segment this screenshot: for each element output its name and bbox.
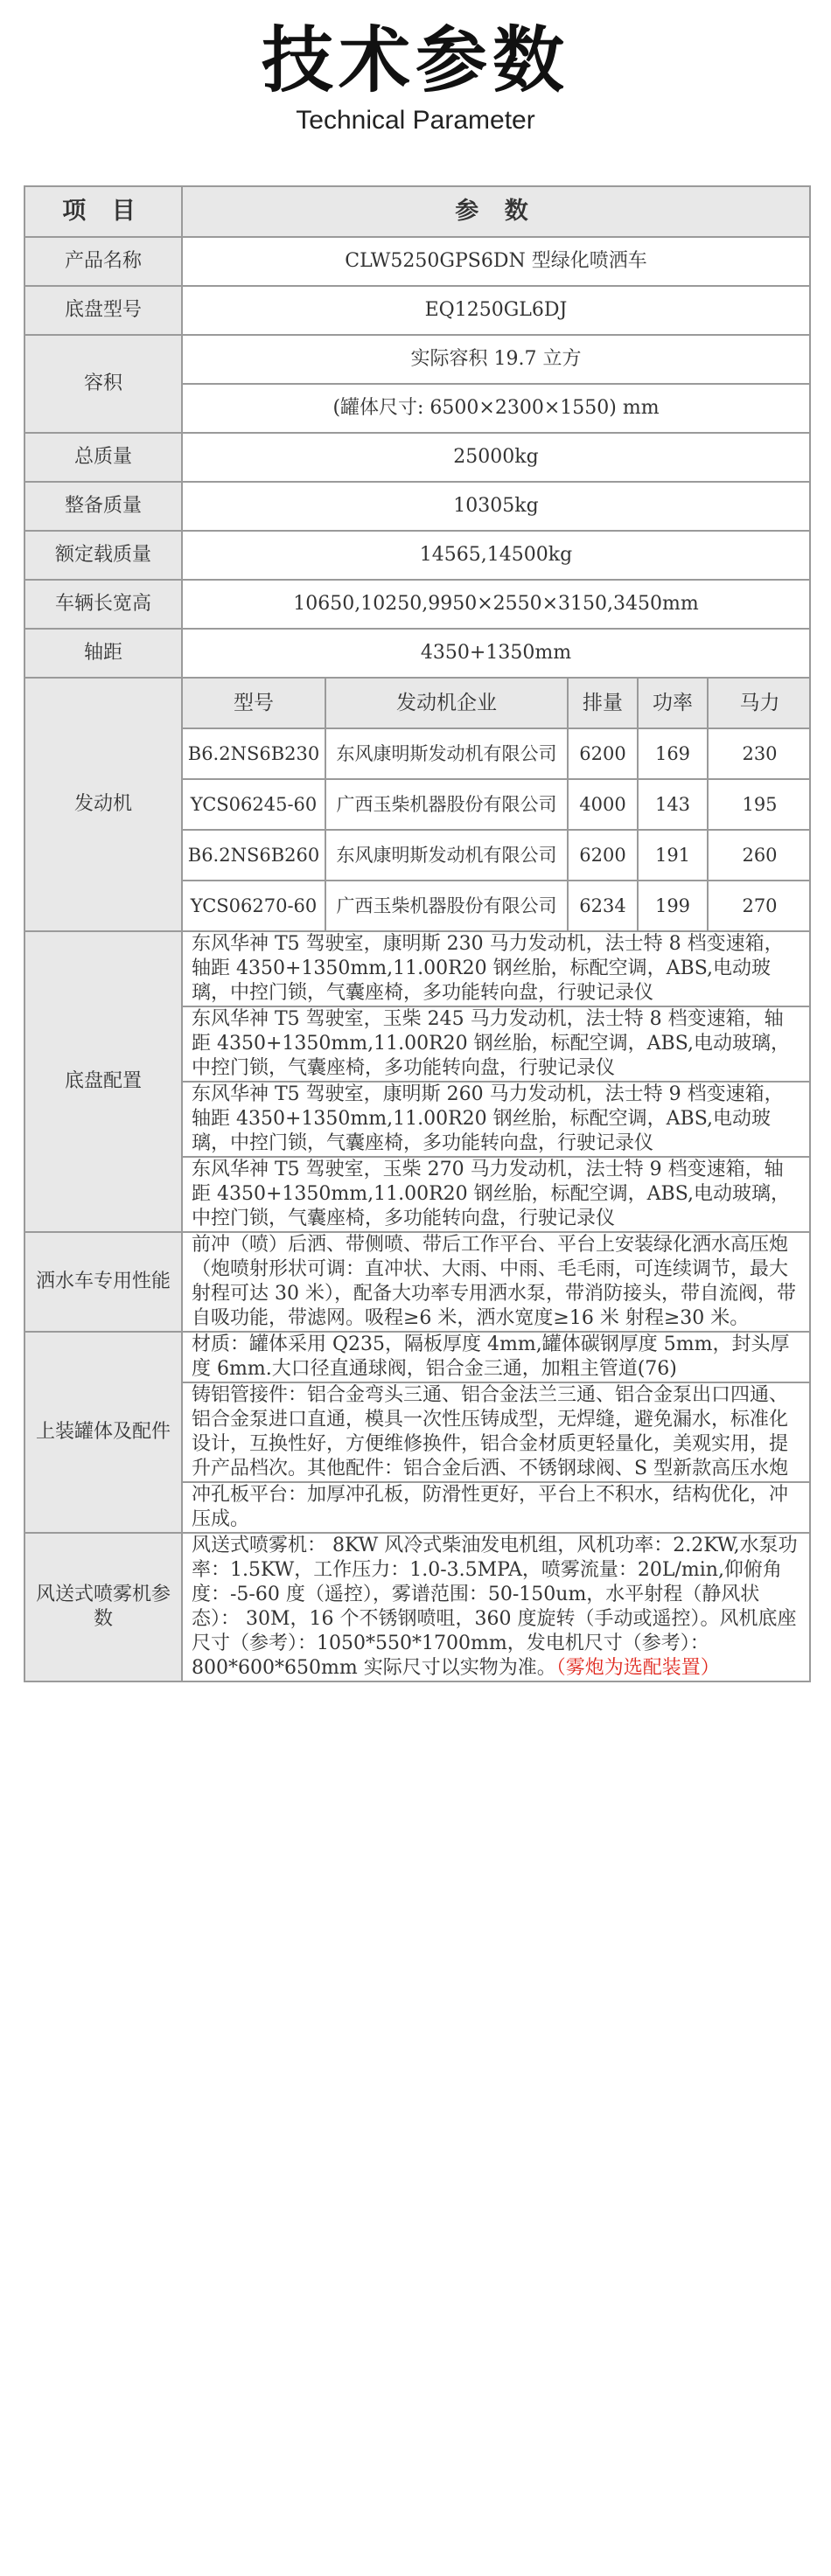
label-dimensions: 车辆长宽高 [24, 580, 182, 629]
label-fog: 风送式喷雾机参数 [24, 1533, 182, 1681]
engine-model: YCS06245-60 [183, 779, 325, 830]
engine-power: 199 [638, 881, 708, 930]
engine-power: 191 [638, 830, 708, 881]
tank-item: 铸铝管接件：铝合金弯头三通、铝合金法兰三通、铝合金泵出口四通、铝合金泵进口直通，模具一次性压铸成型，无焊缝，避免漏水，标准化设计，互换性好，方便维修换件，铝合金材质更轻量化，美观实用，提升产品档次。其他配件：铝合金后洒、不锈钢球阀、S 型新款高压水炮 [182, 1382, 810, 1482]
engine-power: 143 [638, 779, 708, 830]
row-wheelbase [24, 629, 810, 678]
engine-company: 广西玉柴机器股份有限公司 [325, 779, 568, 830]
engine-model: B6.2NS6B230 [183, 728, 325, 779]
engine-power: 169 [638, 728, 708, 779]
value-chassis-model: EQ1250GL6DJ [182, 286, 810, 335]
row-volume-1 [24, 335, 810, 384]
label-total-mass: 总质量 [24, 433, 182, 482]
engine-header-row [183, 679, 811, 728]
value-volume-actual: 实际容积 19.7 立方 [182, 335, 810, 384]
chassis-config-item: 东风华神 T5 驾驶室，玉柴 270 马力发动机，法士特 9 档变速箱，轴距 4350+1350mm,11.00R20 钢丝胎，标配空调，ABS,电动玻璃，中控门锁，气囊座椅，多功能转向盘，行驶记录仪 [182, 1157, 810, 1232]
engine-horsepower: 195 [708, 779, 811, 830]
row-fog [24, 1533, 810, 1681]
engine-header-displacement: 排量 [568, 679, 638, 728]
row-chassis-model [24, 286, 810, 335]
page-title: 技术参数 [261, 19, 569, 102]
engine-row [183, 830, 811, 881]
engine-displacement: 6200 [568, 830, 638, 881]
sprinkler-text: 前冲（喷）后洒、带侧喷、带后工作平台、平台上安装绿化洒水高压炮（炮喷射形状可调：直冲状、大雨、中雨、毛毛雨，可连续调节，最大射程可达 30 米），配备大功率专用洒水泵，带消防接头，带自流阀，带自吸功能，带滤网。吸程≥6 米，洒水宽度≥16 米 射程≥30 米。 [182, 1232, 810, 1332]
row-engine [24, 678, 810, 931]
engine-horsepower: 270 [708, 881, 811, 930]
spec-table [24, 185, 811, 1682]
header-param: 参 数 [182, 186, 810, 237]
engine-displacement: 4000 [568, 779, 638, 830]
value-volume-tank-size: (罐体尺寸: 6500×2300×1550) mm [182, 384, 810, 433]
label-wheelbase: 轴距 [24, 629, 182, 678]
engine-header-horsepower: 马力 [708, 679, 811, 728]
label-sprinkler: 洒水车专用性能 [24, 1232, 182, 1332]
fog-text-cell [182, 1533, 810, 1681]
engine-cell [182, 678, 810, 931]
chassis-config-item: 东风华神 T5 驾驶室，康明斯 260 马力发动机，法士特 9 档变速箱，轴距 4350+1350mm,11.00R20 钢丝胎，标配空调，ABS,电动玻璃，中控门锁，气囊座椅，多功能转向盘，行驶记录仪 [182, 1082, 810, 1157]
chassis-config-item: 东风华神 T5 驾驶室，康明斯 230 马力发动机，法士特 8 档变速箱，轴距 4350+1350mm,11.00R20 钢丝胎，标配空调，ABS,电动玻璃，中控门锁，气囊座椅，多功能转向盘，行驶记录仪 [182, 931, 810, 1006]
engine-company: 东风康明斯发动机有限公司 [325, 728, 568, 779]
row-curb-mass [24, 482, 810, 531]
fog-text: 风送式喷雾机： 8KW 风冷式柴油发电机组，风机功率：2.2KW,水泵功率：1.5KW，工作压力：1.0-3.5MPA，喷雾流量：20L/min,仰俯角度：-5-60 度（遥控），雾谱范围：50-150um，水平射程（静风状态）： 30M，16 个不锈钢喷咀，360 度旋转（手动或遥控）。风机底座尺寸（参考）：1050*550*1700mm，发电机尺寸（参考）：800*600*650mm 实际尺寸以实物为准。 [192, 1535, 798, 1679]
row-dimensions [24, 580, 810, 629]
page-subtitle: Technical Parameter [296, 106, 535, 135]
engine-row [183, 728, 811, 779]
chassis-config-item: 东风华神 T5 驾驶室，玉柴 245 马力发动机，法士特 8 档变速箱，轴距 4350+1350mm,11.00R20 钢丝胎，标配空调，ABS,电动玻璃，中控门锁，气囊座椅，多功能转向盘，行驶记录仪 [182, 1006, 810, 1082]
row-tank-1 [24, 1332, 810, 1382]
fog-optional-note: （雾炮为选配装置） [555, 1657, 720, 1679]
row-sprinkler [24, 1232, 810, 1332]
label-rated-load: 额定载质量 [24, 531, 182, 580]
row-product-name [24, 237, 810, 286]
engine-model: YCS06270-60 [183, 881, 325, 930]
engine-model: B6.2NS6B260 [183, 830, 325, 881]
engine-header-company: 发动机企业 [325, 679, 568, 728]
label-chassis-model: 底盘型号 [24, 286, 182, 335]
row-total-mass [24, 433, 810, 482]
label-curb-mass: 整备质量 [24, 482, 182, 531]
value-curb-mass: 10305kg [182, 482, 810, 531]
engine-displacement: 6200 [568, 728, 638, 779]
header-item: 项 目 [24, 186, 182, 237]
value-product-name: CLW5250GPS6DN 型绿化喷洒车 [182, 237, 810, 286]
label-engine: 发动机 [24, 678, 182, 931]
table-header-row [24, 186, 810, 237]
value-total-mass: 25000kg [182, 433, 810, 482]
engine-horsepower: 260 [708, 830, 811, 881]
value-wheelbase: 4350+1350mm [182, 629, 810, 678]
tank-item: 材质：罐体采用 Q235，隔板厚度 4mm,罐体碳钢厚度 5mm，封头厚度 6mm.大口径直通球阀，铝合金三通，加粗主管道(76) [182, 1332, 810, 1382]
engine-header-power: 功率 [638, 679, 708, 728]
engine-header-model: 型号 [183, 679, 325, 728]
engine-table [183, 679, 811, 930]
engine-company: 广西玉柴机器股份有限公司 [325, 881, 568, 930]
label-volume: 容积 [24, 335, 182, 433]
row-rated-load [24, 531, 810, 580]
engine-company: 东风康明斯发动机有限公司 [325, 830, 568, 881]
value-rated-load: 14565,14500kg [182, 531, 810, 580]
engine-horsepower: 230 [708, 728, 811, 779]
row-chassis-config-1 [24, 931, 810, 1006]
engine-displacement: 6234 [568, 881, 638, 930]
value-dimensions: 10650,10250,9950×2550×3150,3450mm [182, 580, 810, 629]
tank-item: 冲孔板平台：加厚冲孔板，防滑性更好，平台上不积水，结构优化，冲压成。 [182, 1482, 810, 1533]
engine-row [183, 779, 811, 830]
label-product-name: 产品名称 [24, 237, 182, 286]
engine-row [183, 881, 811, 930]
label-tank: 上装罐体及配件 [24, 1332, 182, 1533]
label-chassis-config: 底盘配置 [24, 931, 182, 1232]
